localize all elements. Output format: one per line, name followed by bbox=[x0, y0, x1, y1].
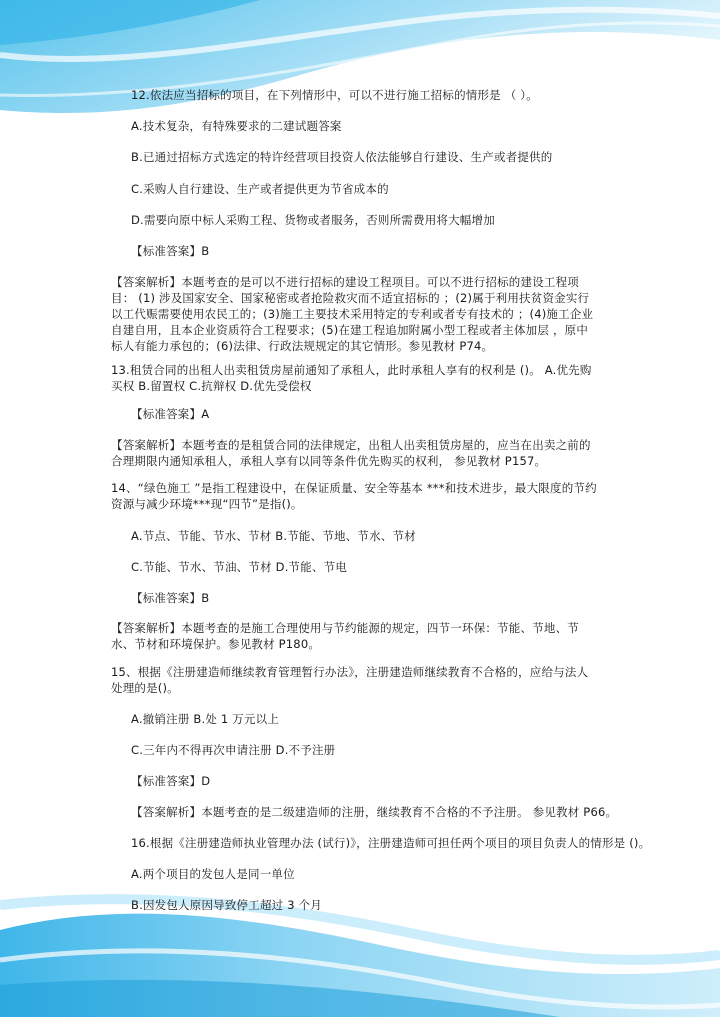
question-12-option-a: A.技术复杂，有特殊要求的二建试题答案 bbox=[131, 119, 342, 133]
question-15-analysis: 【答案解析】本题考查的是二级建造师的注册，继续教育不合格的不予注册。 参见教材 P66。 bbox=[131, 805, 618, 819]
question-14-analysis: 【答案解析】本题考查的是施工合理使用与节约能源的规定，四节一环保：节能、节地、节水、节材和环境保护。参见教材 P180。 bbox=[111, 621, 579, 651]
question-12-analysis: 【答案解析】本题考查的是可以不进行招标的建设工程项目。可以不进行招标的建设工程项目： (1) 涉及国家安全、国家秘密或者抢险救灾而不适宜招标的 ；(2)属于利用扶贫资金实行以工代赈需要使用农民工的；(3)施工主要技术采用特定的专利或者专有技术的 ；(4)施工企业自建自用，且本企业资质符合工程要求；(5)在建工程追加附属小型工程或者主体加层 ，原中标人有能力承包的；(6)法律、行政法规规定的其它情形。参见教材 P74。 bbox=[111, 275, 594, 353]
question-12-option-d: D.需要向原中标人采购工程、货物或者服务，否则所需费用将大幅增加 bbox=[131, 213, 495, 227]
question-15-answer: 【标准答案】D bbox=[131, 774, 211, 788]
question-16-stem: 16.根据《注册建造师执业管理办法 (试行)》，注册建造师可担任两个项目的项目负责人的情形是 ()。 bbox=[131, 836, 651, 850]
question-15-stem: 15、根据《注册建造师继续教育管理暂行办法》，注册建造师继续教育不合格的，应给与法人处理的是()。 bbox=[111, 665, 589, 695]
question-12-answer: 【标准答案】B bbox=[131, 244, 210, 258]
question-14-options-ab: A.节点、节能、节水、节材 B.节能、节地、节水、节材 bbox=[131, 529, 416, 543]
question-14-stem: 14、“绿色施工 ”是指工程建设中，在保证质量、安全等基本 ***和技术进步，最大限度的节约资源与减少环境***现“四节”是指()。 bbox=[111, 481, 597, 511]
question-15-options-ab: A.撤销注册 B.处 1 万元以上 bbox=[131, 712, 280, 726]
question-12-option-b: B.已通过招标方式选定的特许经营项目投资人依法能够自行建设、生产或者提供的 bbox=[131, 150, 553, 164]
question-13-stem: 13.租赁合同的出租人出卖租赁房屋前通知了承租人，此时承租人享有的权利是 ()。 A.优先购买权 B.留置权 C.抗辩权 D.优先受偿权 bbox=[111, 363, 592, 393]
question-13-answer: 【标准答案】A bbox=[131, 407, 210, 421]
question-16-option-b: B.因发包人原因导致停工超过 3 个月 bbox=[131, 898, 322, 912]
question-14-options-cd: C.节能、节水、节油、节材 D.节能、节电 bbox=[131, 560, 348, 574]
question-13-analysis: 【答案解析】本题考查的是租赁合同的法律规定，出租人出卖租赁房屋的，应当在出卖之前的合理期限内通知承租人，承租人享有以同等条件优先购买的权利， 参见教材 P157。 bbox=[111, 438, 591, 468]
question-12-stem: 12.依法应当招标的项目，在下列情形中，可以不进行施工招标的情形是 （ ）。 bbox=[131, 88, 538, 102]
question-14-answer: 【标准答案】B bbox=[131, 591, 210, 605]
question-16-option-a: A.两个项目的发包人是同一单位 bbox=[131, 867, 295, 881]
question-15-options-cd: C.三年内不得再次申请注册 D.不予注册 bbox=[131, 743, 336, 757]
question-12-option-c: C.采购人自行建设、生产或者提供更为节省成本的 bbox=[131, 182, 389, 196]
